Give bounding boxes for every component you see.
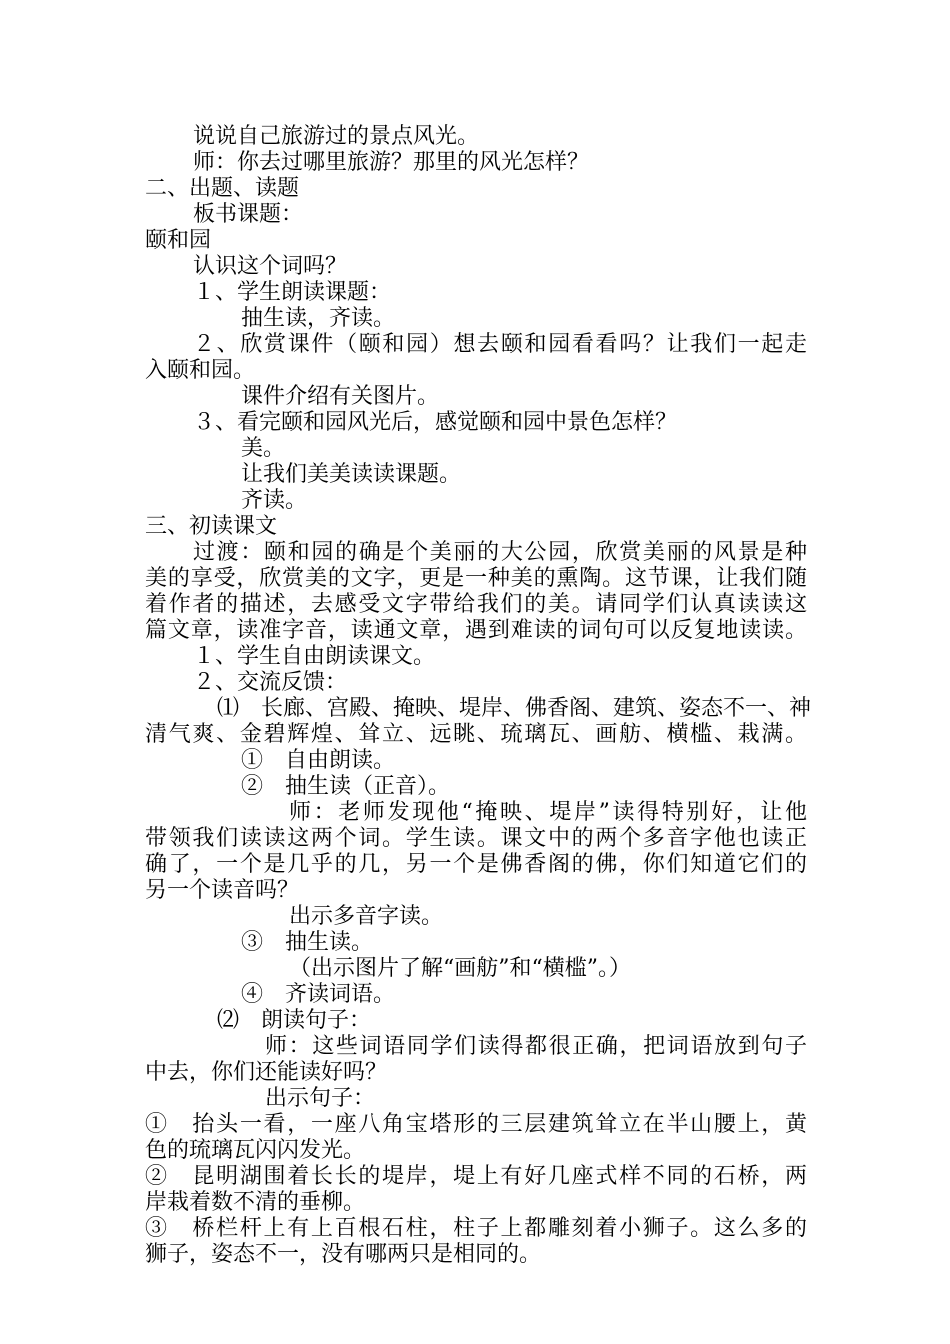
text-line: 美。 [241, 436, 286, 461]
text-line: 过渡：颐和园的确是个美丽的大公园，欣赏美丽的风景是种 [193, 540, 807, 565]
lesson-title: 颐和园 [145, 228, 212, 253]
text-line: １、学生自由朗读课文。 [193, 644, 436, 669]
text-line: 带领我们读读这两个词。学生读。课文中的两个多音字他也读正 [145, 826, 807, 851]
text-line: ① 自由朗读。 [241, 748, 396, 773]
text-line: 美的享受，欣赏美的文字，更是一种美的熏陶。这节课，让我们随 [145, 566, 807, 591]
text-line: ④ 齐读词语。 [241, 982, 396, 1007]
text-line: （出示图片了解“画舫”和“横槛”。） [289, 956, 631, 981]
text-line: 确了，一个是几乎的几，另一个是佛香阁的佛，你们知道它们的 [145, 852, 807, 877]
text-line: 师：这些词语同学们读得都很正确，把词语放到句子 [265, 1034, 807, 1059]
text-line: 抽生读，齐读。 [241, 306, 396, 331]
section-heading: 三、初读课文 [145, 514, 278, 539]
text-line: ③ 桥栏杆上有上百根石柱，柱子上都雕刻着小狮子。这么多的 [145, 1216, 807, 1241]
text-line: 认识这个词吗？ [193, 254, 348, 279]
text-line: ② 抽生读（正音）。 [241, 774, 451, 799]
text-line: 岸栽着数不清的垂柳。 [145, 1190, 366, 1215]
text-line: 齐读。 [241, 488, 308, 513]
text-line: 另一个读音吗？ [145, 878, 300, 903]
text-line: 让我们美美读读课题。 [241, 462, 462, 487]
text-line: ２、交流反馈： [193, 670, 348, 695]
text-line: 师：老师发现他“掩映、堤岸”读得特别好，让他 [289, 800, 807, 825]
text-line: 狮子，姿态不一，没有哪两只是相同的。 [145, 1242, 542, 1267]
text-line: 中去，你们还能读好吗？ [145, 1060, 388, 1085]
text-line: 出示句子： [265, 1086, 376, 1111]
text-line: １、学生朗读课题： [193, 280, 392, 305]
text-line: 着作者的描述，去感受文字带给我们的美。请同学们认真读读这 [145, 592, 807, 617]
text-line: ⑵ 朗读句子： [217, 1008, 372, 1033]
text-line: 入颐和园。 [145, 358, 256, 383]
text-line: ① 抬头一看，一座八角宝塔形的三层建筑耸立在半山腰上，黄 [145, 1112, 807, 1137]
text-line: ③ 抽生读。 [241, 930, 374, 955]
text-line: 师：你去过哪里旅游？那里的风光怎样？ [193, 150, 590, 175]
text-line: 出示多音字读。 [289, 904, 444, 929]
text-line: ⑴ 长廊、宫殿、掩映、堤岸、佛香阁、建筑、姿态不一、神 [217, 696, 812, 721]
text-line: 色的琉璃瓦闪闪发光。 [145, 1138, 366, 1163]
text-line: 板书课题： [193, 202, 304, 227]
text-line: 课件介绍有关图片。 [241, 384, 440, 409]
text-line: ３、看完颐和园风光后，感觉颐和园中景色怎样？ [193, 410, 678, 435]
section-heading: 二、出题、读题 [145, 176, 300, 201]
text-line: ② 昆明湖围着长长的堤岸，堤上有好几座式样不同的石桥，两 [145, 1164, 807, 1189]
text-line: 清气爽、金碧辉煌、耸立、远眺、琉璃瓦、画舫、横槛、栽满。 [145, 722, 807, 747]
text-line: ２、欣赏课件（颐和园）想去颐和园看看吗？让我们一起走 [193, 332, 807, 357]
text-line: 说说自己旅游过的景点风光。 [193, 124, 480, 149]
text-line: 篇文章，读准字音，读通文章，遇到难读的词句可以反复地读读。 [145, 618, 807, 643]
